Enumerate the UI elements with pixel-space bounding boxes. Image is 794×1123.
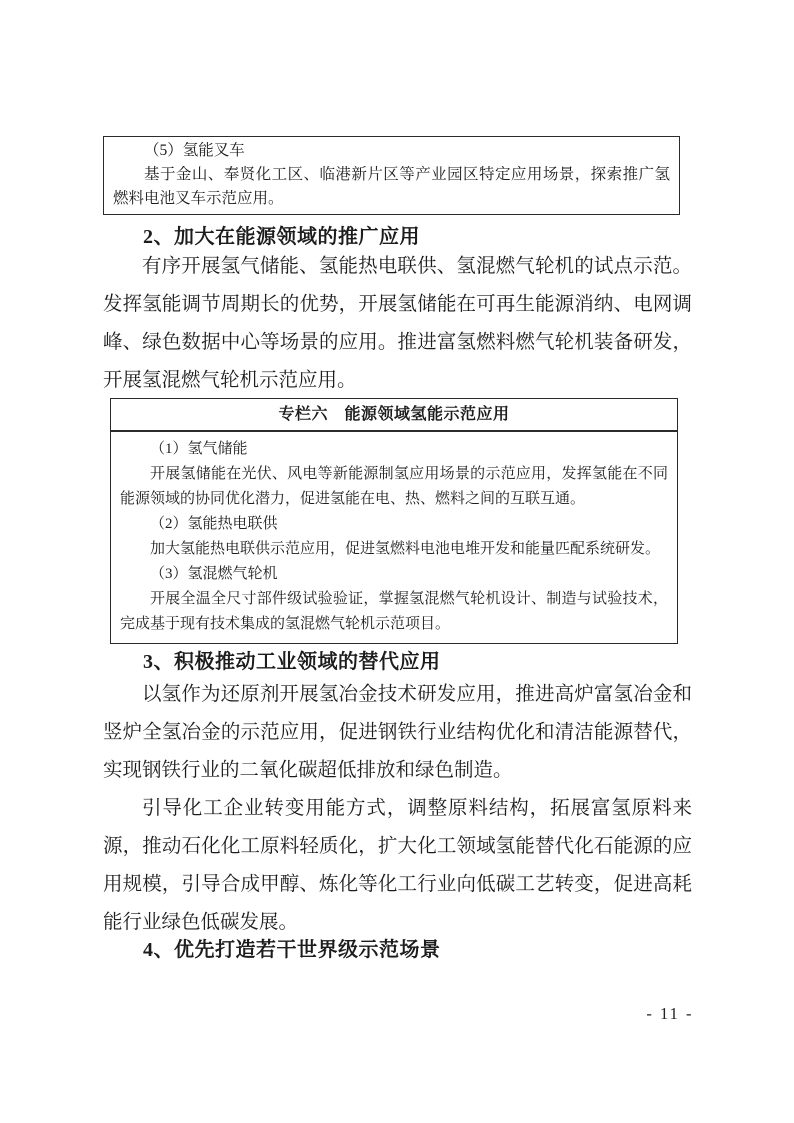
section-heading-4: 4、优先打造若干世界级示范场景 bbox=[143, 939, 441, 961]
box-item-title: （2）氢能热电联供 bbox=[150, 516, 278, 532]
box-item-body: 开展全温全尺寸部件级试验验证，掌握氢混燃气轮机设计、制造与试验技术，完成基于现有技术集成的氢混燃气轮机示范项目。 bbox=[120, 591, 668, 632]
box-item-title: （5）氢能叉车 bbox=[144, 142, 245, 159]
box-item-title: （1）氢气储能 bbox=[150, 441, 248, 457]
box-item-body: 开展氢储能在光伏、风电等新能源制氢应用场景的示范应用，发挥氢能在不同能源领域的协同优化潜力，促进氢能在电、热、燃料之间的互联互通。 bbox=[120, 466, 668, 507]
box-item-body: 基于金山、奉贤化工区、临港新片区等产业园区特定应用场景，探索推广氢燃料电池叉车示范应用。 bbox=[113, 166, 670, 207]
page-number: - 11 - bbox=[646, 1004, 694, 1023]
column-box-6 bbox=[110, 398, 678, 644]
column-box-6-content bbox=[111, 432, 677, 643]
section-heading-3: 3、积极推动工业领域的替代应用 bbox=[143, 651, 441, 673]
section-heading-2: 2、加大在能源领域的推广应用 bbox=[143, 226, 420, 248]
box-item-title: （3）氢混燃气轮机 bbox=[150, 566, 278, 582]
body-paragraph-chemical: 引导化工企业转变用能方式，调整原料结构，拓展富氢原料来源，推动石化化工原料轻质化，扩大化工领域氢能替代化石能源的应用规模，引导合成甲醇、炼化等化工行业向低碳工艺转变，促进高耗能行业绿色低碳发展。 bbox=[103, 798, 692, 933]
column-box-6-title: 专栏六 能源领域氢能示范应用 bbox=[111, 399, 677, 432]
body-paragraph-energy: 有序开展氢气储能、氢能热电联供、氢混燃气轮机的试点示范。发挥氢能调节周期长的优势，开展氢储能在可再生能源消纳、电网调峰、绿色数据中心等场景的应用。推进富氢燃料燃气轮机装备研发，开展氢混燃气轮机示范应用。 bbox=[103, 256, 692, 391]
body-paragraph-steel: 以氢作为还原剂开展氢冶金技术研发应用，推进高炉富氢冶金和竖炉全氢冶金的示范应用，促进钢铁行业结构优化和清洁能源替代，实现钢铁行业的二氧化碳超低排放和绿色制造。 bbox=[103, 684, 692, 781]
column-box-continuation bbox=[103, 136, 680, 215]
box-item-body: 加大氢能热电联供示范应用，促进氢燃料电池电堆开发和能量匹配系统研发。 bbox=[150, 541, 661, 557]
